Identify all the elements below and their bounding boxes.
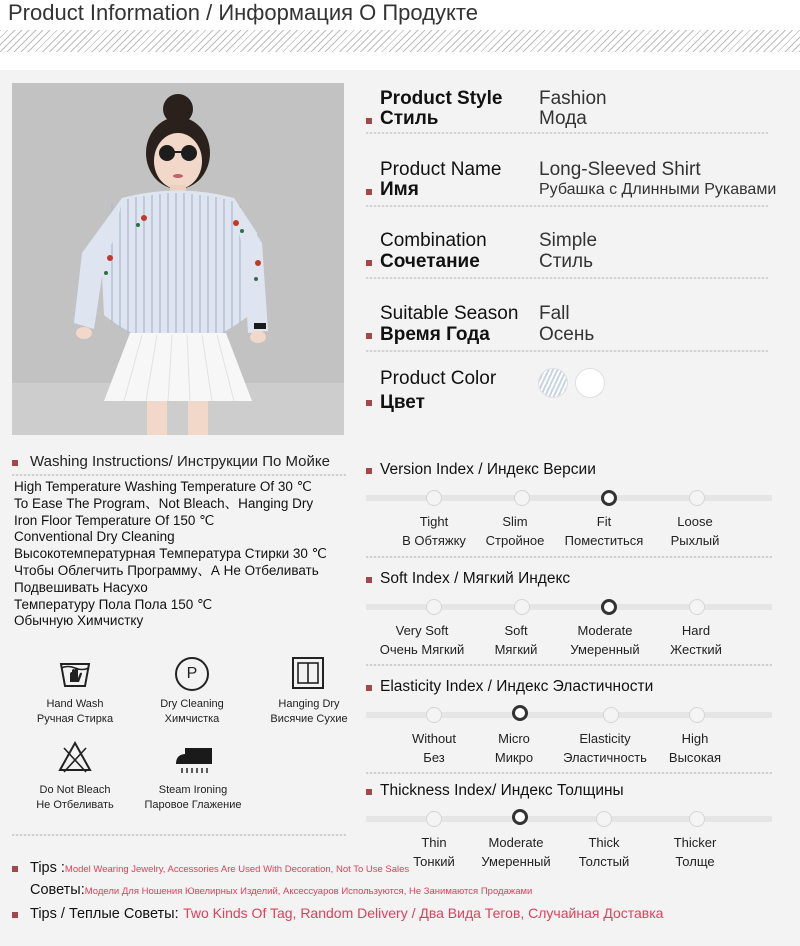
- option-en: Moderate: [577, 623, 633, 638]
- attr-value-ru: Осень: [539, 324, 595, 345]
- tips-text: Model Wearing Jewelry, Accessories Are Used With Decoration, Not To Use Sales: [64, 864, 410, 875]
- bullet-square: [366, 685, 372, 691]
- bullet-square: [12, 460, 18, 466]
- bullet-square: [366, 789, 372, 795]
- elasticity-index-knob-without[interactable]: [426, 707, 442, 723]
- attr-label-ru: Имя: [380, 179, 419, 200]
- option-en: Soft: [504, 623, 528, 638]
- color-swatch-white[interactable]: [575, 368, 605, 398]
- soft-index-knob-very-soft[interactable]: [426, 599, 442, 615]
- elasticity-index-knob-micro[interactable]: [512, 705, 528, 721]
- care-label-steam-ironing: [140, 783, 246, 813]
- bullet-square: [366, 400, 372, 406]
- thickness-index-knob-thicker[interactable]: [689, 811, 705, 827]
- tag-text: Two Kinds Of Tag, Random Delivery / Два Вида Тегов, Случайная Доставка: [183, 905, 664, 921]
- bullet-square: [366, 468, 372, 474]
- washing-line: Iron Floor Temperature Of 150 ℃: [14, 512, 215, 528]
- attr-value-ru: Мода: [539, 108, 587, 129]
- soft-index-knob-hard[interactable]: [689, 599, 705, 615]
- washing-line: Чтобы Облегчить Программу、А Не Отбеливать: [14, 562, 319, 578]
- care-label-ru: Не Отбеливать: [36, 799, 114, 811]
- attr-label-ru: Стиль: [380, 108, 439, 129]
- attr-value-en: Long-Sleeved Shirt: [539, 159, 701, 180]
- option-en: Thin: [421, 835, 447, 850]
- hand-wash-icon: [58, 656, 92, 690]
- option-en: Slim: [502, 514, 528, 529]
- index-divider: [366, 556, 772, 558]
- row-divider: [366, 205, 768, 207]
- option-ru: Без: [423, 750, 445, 765]
- washing-heading-text: Washing Instructions/ Инструкции По Мойке: [30, 453, 330, 470]
- version-index-knob-fit[interactable]: [601, 490, 617, 506]
- care-label-ru: Паровое Глажение: [144, 799, 242, 811]
- tips-label: Tips :: [30, 860, 65, 876]
- option-en: Thick: [588, 835, 620, 850]
- care-label-en: Hanging Dry: [278, 698, 340, 710]
- care-label-hanging-dry: [263, 697, 355, 727]
- index-divider: [366, 772, 772, 774]
- bullet-square: [366, 189, 372, 195]
- option-ru: Рыхлый: [670, 533, 720, 548]
- option-ru: В Обтяжку: [402, 533, 466, 548]
- care-label-ru: Висячие Сухие: [270, 713, 348, 725]
- attr-label-en: Product Style: [380, 88, 503, 109]
- thickness-index-knob-moderate[interactable]: [512, 809, 528, 825]
- header-stripe-band: [0, 30, 800, 52]
- option-en: Micro: [498, 731, 530, 746]
- option-ru: Жесткий: [670, 642, 722, 657]
- attr-value-en: Fashion: [539, 88, 607, 109]
- option-ru: Умеренный: [481, 854, 551, 869]
- bullet-square: [12, 866, 18, 872]
- care-divider: [12, 834, 346, 836]
- washing-divider: [12, 474, 346, 476]
- page-header: [0, 0, 800, 70]
- care-label-en: Dry Cleaning: [160, 698, 224, 710]
- attr-product-name: [366, 159, 777, 205]
- attr-value-ru: Рубашка с Длинными Рукавами: [539, 181, 777, 198]
- washing-line: Подвешивать Насухо: [14, 579, 148, 595]
- page-title: Product Information / Информация О Продукте: [8, 0, 478, 25]
- color-swatch-blue-striped[interactable]: [538, 368, 568, 398]
- option-ru: Микро: [494, 750, 534, 765]
- option-en: Thicker: [673, 835, 717, 850]
- version-index-knob-tight[interactable]: [426, 490, 442, 506]
- option-en: Moderate: [488, 835, 544, 850]
- index-heading-text: Thickness Index/ Индекс Толщины: [380, 782, 624, 799]
- bullet-square: [366, 260, 372, 266]
- option-en: Tight: [419, 514, 449, 529]
- version-index-knob-loose[interactable]: [689, 490, 705, 506]
- washing-heading: [12, 452, 346, 474]
- option-en: Fit: [596, 514, 612, 529]
- index-divider: [366, 664, 772, 666]
- attr-suitable-season: [366, 303, 768, 349]
- row-divider: [366, 277, 768, 279]
- care-label-hand-wash: [30, 697, 120, 727]
- index-heading-text: Soft Index / Мягкий Индекс: [380, 570, 571, 587]
- attr-label-ru: Цвет: [380, 392, 425, 413]
- bullet-square: [366, 577, 372, 583]
- sovety-text: Модели Для Ношения Ювелирных Изделий, Аксессуаров Используются, Не Занимаются Продажами: [84, 886, 533, 897]
- elasticity-option-high: [640, 729, 750, 767]
- washing-line: Обычную Химчистку: [14, 613, 144, 629]
- tips-tag-row: [12, 905, 663, 923]
- thickness-index-knob-thin[interactable]: [426, 811, 442, 827]
- attr-label-en: Combination: [380, 230, 487, 251]
- attr-product-color: [366, 368, 768, 420]
- soft-option-hard: [641, 621, 751, 659]
- index-heading-text: Version Index / Индекс Версии: [380, 461, 596, 478]
- care-label-en: Do Not Bleach: [39, 784, 111, 796]
- option-ru: Поместиться: [564, 533, 644, 548]
- index-heading-text: Elasticity Index / Индекс Эластичности: [380, 678, 654, 695]
- row-divider: [366, 132, 768, 134]
- washing-instructions: [14, 479, 348, 630]
- bullet-square: [366, 118, 372, 124]
- option-ru: Стройное: [485, 533, 545, 548]
- soft-index-knob-moderate[interactable]: [601, 599, 617, 615]
- option-en: Elasticity: [579, 731, 631, 746]
- option-ru: Эластичность: [563, 750, 647, 765]
- washing-line: Температуру Пола Пола 150 ℃: [14, 596, 213, 612]
- option-ru: Высокая: [668, 750, 722, 765]
- bullet-square: [366, 333, 372, 339]
- option-en: Without: [411, 731, 457, 746]
- tips-model-row: [12, 859, 409, 877]
- attr-label-en: Product Color: [380, 368, 497, 389]
- attr-label-en: Suitable Season: [380, 303, 519, 324]
- option-ru: Очень Мягкий: [379, 642, 465, 657]
- tag-label: Tips / Теплые Советы:: [30, 906, 179, 922]
- steam-ironing-icon: [172, 744, 216, 774]
- option-en: High: [681, 731, 709, 746]
- option-en: Very Soft: [395, 623, 449, 638]
- attr-value-ru: Стиль: [539, 251, 594, 272]
- row-divider: [366, 350, 768, 352]
- attr-combination: [366, 230, 768, 276]
- care-label-ru: Химчистка: [164, 713, 220, 725]
- product-photo: [12, 83, 344, 435]
- washing-line: To Ease The Program、Not Bleach、Hanging Dry: [14, 495, 314, 511]
- version-option-loose: [640, 512, 750, 550]
- option-en: Hard: [681, 623, 711, 638]
- soft-index-knob-soft[interactable]: [514, 599, 530, 615]
- do-not-bleach-icon: [58, 740, 92, 774]
- care-label-en: Hand Wash: [46, 698, 104, 710]
- elasticity-index-knob-high[interactable]: [689, 707, 705, 723]
- care-label-dry-cleaning: [147, 697, 237, 727]
- washing-line: Высокотемпературная Температура Стирки 30 ℃: [14, 546, 327, 562]
- option-en: Loose: [677, 514, 713, 529]
- dry-cleaning-icon: P: [175, 657, 209, 691]
- care-label-ru: Ручная Стирка: [36, 713, 114, 725]
- attr-label-en: Product Name: [380, 159, 502, 180]
- bullet-square: [12, 912, 18, 918]
- attr-label-ru: Сочетание: [380, 251, 480, 272]
- option-ru: Толще: [675, 854, 715, 869]
- thickness-index-knob-thick[interactable]: [596, 811, 612, 827]
- tips-sovety-row: [12, 881, 532, 899]
- option-ru: Тонкий: [413, 854, 455, 869]
- attr-product-style: [366, 88, 768, 134]
- option-ru: Толстый: [578, 854, 630, 869]
- attr-value-en: Simple: [539, 230, 598, 251]
- attr-label-ru: Время Года: [380, 324, 490, 345]
- thickness-option-thicker: [640, 833, 750, 871]
- option-ru: Мягкий: [494, 642, 538, 657]
- option-ru: Умеренный: [570, 642, 640, 657]
- care-label-en: Steam Ironing: [158, 784, 228, 796]
- elasticity-index-knob-elasticity[interactable]: [603, 707, 619, 723]
- washing-line: Conventional Dry Cleaning: [14, 529, 175, 545]
- sovety-label: Советы:: [30, 882, 85, 898]
- washing-line: High Temperature Washing Temperature Of 30 ℃: [14, 479, 312, 494]
- care-label-do-not-bleach: [30, 783, 120, 813]
- hanging-dry-icon: [291, 656, 325, 690]
- attr-value-en: Fall: [539, 303, 570, 324]
- model-photo-illustration: [12, 83, 344, 435]
- version-index-knob-slim[interactable]: [514, 490, 530, 506]
